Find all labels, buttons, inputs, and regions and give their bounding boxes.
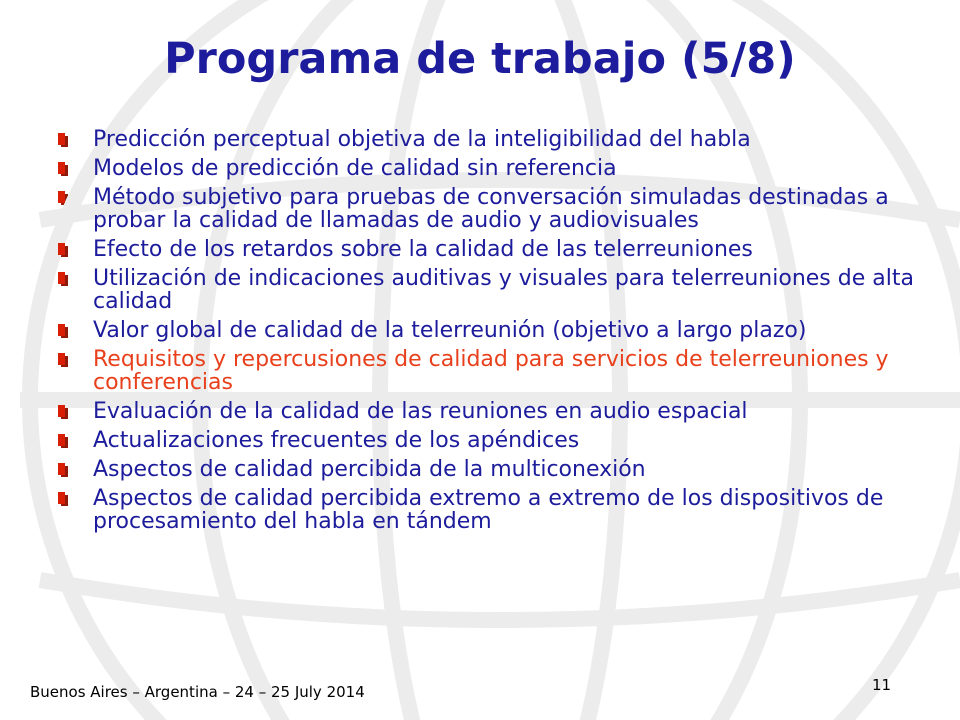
- bullet-text: Predicción perceptual objetiva de la inteligibilidad del habla: [93, 127, 751, 152]
- bullet-text: Evaluación de la calidad de las reuniones en audio espacial: [93, 399, 748, 424]
- bullet-text: Requisitos y repercusiones de calidad para servicios de telerreuniones y conferencias: [93, 347, 889, 395]
- bullet-text: Aspectos de calidad percibida extremo a extremo de los dispositivos de procesamiento del habla en tándem: [93, 486, 884, 534]
- bullet-text: Actualizaciones frecuentes de los apéndices: [93, 428, 580, 453]
- red-square-bullet-icon: [58, 434, 68, 448]
- bullet-item: [58, 267, 918, 313]
- bullet-item: [58, 238, 918, 261]
- bullet-item-highlighted: [58, 348, 918, 394]
- bullet-item: [58, 400, 918, 423]
- bullet-item: [58, 128, 918, 151]
- red-square-bullet-icon: [58, 492, 68, 506]
- bullet-text: Modelos de predicción de calidad sin referencia: [93, 156, 617, 181]
- red-square-bullet-icon: [58, 243, 68, 257]
- bullet-text: Aspectos de calidad percibida de la multiconexión: [93, 457, 646, 482]
- red-square-bullet-icon: [58, 463, 68, 477]
- bullet-text: Valor global de calidad de la telerreunión (objetivo a largo plazo): [93, 318, 807, 343]
- slide-title: Programa de trabajo (5/8): [164, 34, 796, 84]
- bullet-text: Efecto de los retardos sobre la calidad de las telerreuniones: [93, 237, 753, 262]
- red-square-bullet-icon: [58, 353, 68, 367]
- bullet-text: Método subjetivo para pruebas de conversación simuladas destinadas a probar la calidad de llamadas de audio y audiovisuales: [93, 185, 889, 233]
- red-square-bullet-icon: [58, 133, 68, 147]
- bullet-item: [58, 487, 918, 533]
- bullet-item: [58, 157, 918, 180]
- bullet-list: [58, 128, 918, 539]
- footer-event-text: Buenos Aires – Argentina – 24 – 25 July 2014: [30, 683, 365, 701]
- bullet-item: [58, 458, 918, 481]
- bullet-item: [58, 319, 918, 342]
- page-number: 11: [872, 676, 892, 694]
- bullet-item: [58, 429, 918, 452]
- red-square-bullet-icon: [58, 405, 68, 419]
- bullet-text: Utilización de indicaciones auditivas y visuales para telerreuniones de alta calidad: [93, 266, 914, 314]
- red-square-bullet-icon: [58, 272, 68, 286]
- red-square-bullet-icon: [58, 162, 68, 176]
- bullet-item: [58, 186, 918, 232]
- red-square-bullet-icon: [58, 324, 68, 338]
- red-square-bullet-icon: [58, 191, 68, 205]
